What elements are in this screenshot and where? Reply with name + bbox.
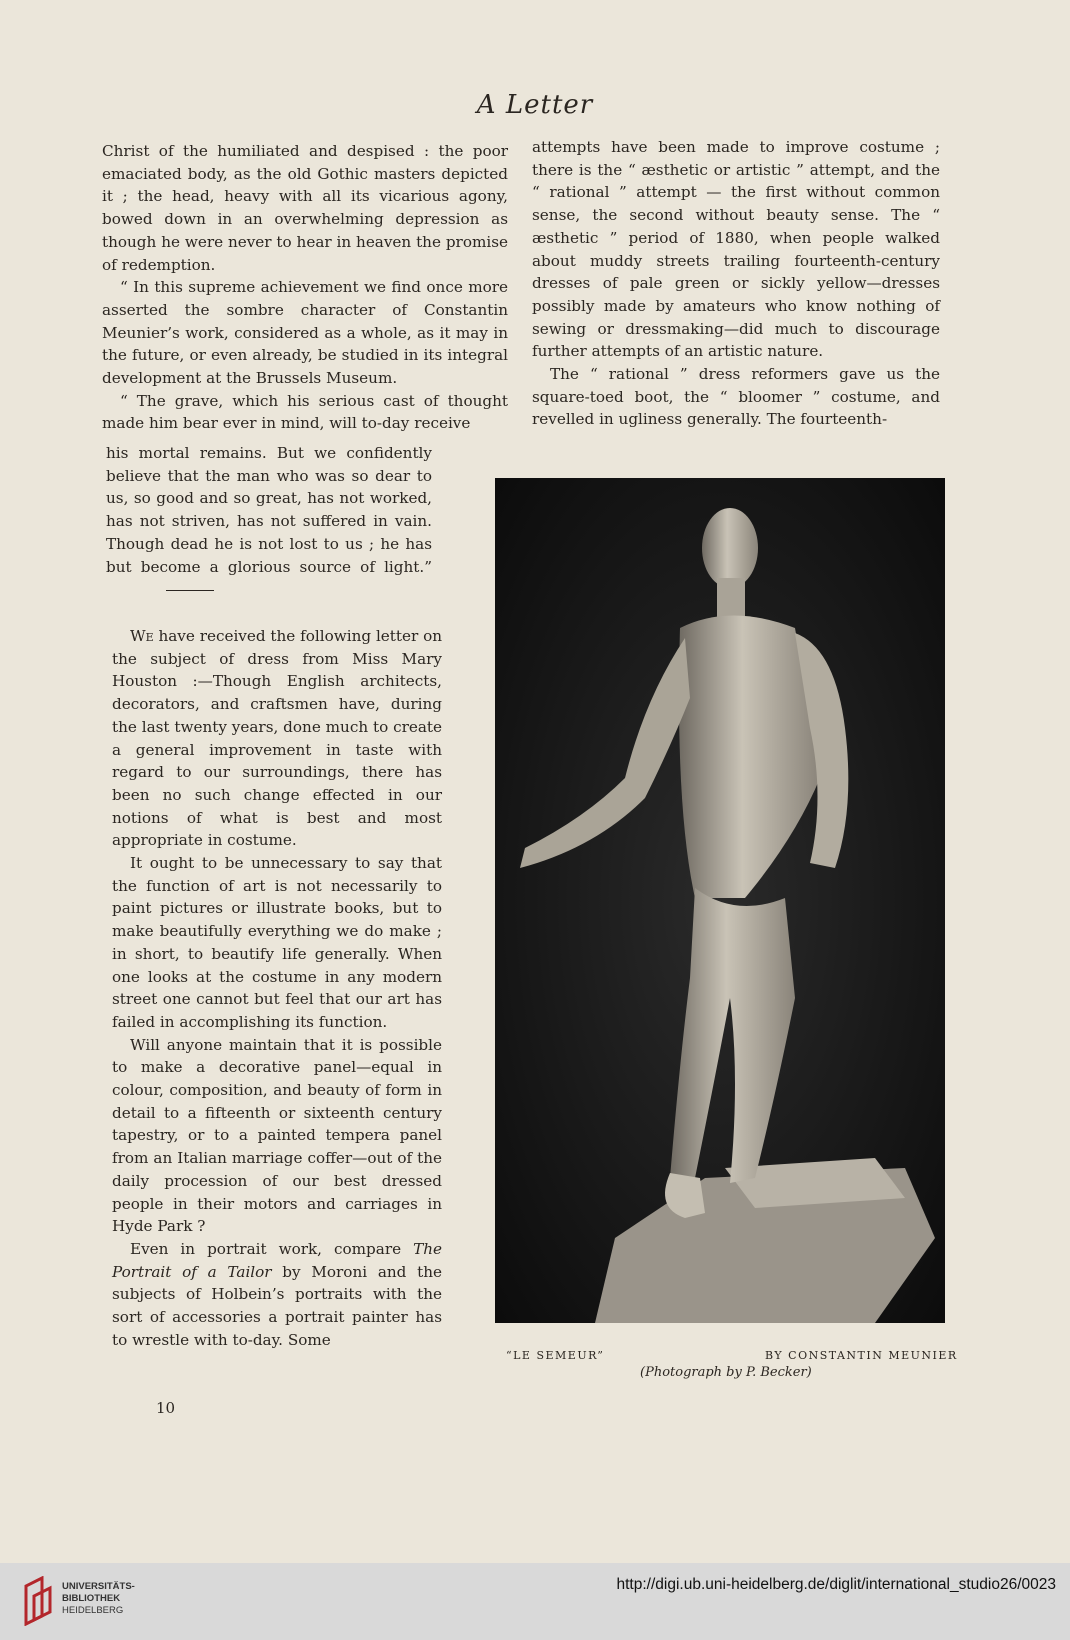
paragraph: attempts have been made to improve costume ; there is the “ æsthetic or artistic ” attempt, and the “ rational ” attempt — the first without common sense, the second without beauty sense. The “ æsthetic ” period of 1880, when people walked about muddy streets trailing fourteenth-century dresses of pale green or sickly yellow—dresses possibly made by amateurs who know nothing of sewing or dressmaking—did much to discourage further attempts of an artistic nature. xyxy=(532,138,940,361)
photo-credit: (Photograph by P. Becker) xyxy=(640,1365,812,1380)
paragraph: “ In this supreme achievement we find once more asserted the sombre character of Constantin Meunier’s work, considered as a whole, as it may in the future, or even already, be studied in its integral development at the Brussels Museum. xyxy=(102,278,508,388)
figure-caption-artist: BY CONSTANTIN MEUNIER xyxy=(765,1349,958,1362)
page-title: A Letter xyxy=(476,90,594,120)
paragraph: The “ rational ” dress reformers gave us the square-toed boot, the “ bloomer ” costume, and revelled in ugliness generally. The fourteenth- xyxy=(532,365,940,429)
paragraph-text: his mortal remains. But we confidently believe that the man who was so dear to us, so good and so great, has not worked, has not striven, has not suffered in vain. Though dead he is not lost to us ; he has but become a glorious source of light.” xyxy=(106,444,432,576)
paragraph: Christ of the humiliated and despised : the poor emaciated body, as the old Gothic masters depicted it ; the head, heavy with all its vicarious agony, bowed down in an overwhelming depression as though he were never to hear in heaven the promise of redemption. xyxy=(102,142,508,274)
paragraph-text: have received the following letter on the subject of dress from Miss Mary Houston :—Though English architects, decorators, and craftsmen have, during the last twenty years, done much to create a general improvement in taste with regard to our surroundings, there has been no such change effected in our notions of what is best and most appropriate in costume. xyxy=(112,627,442,850)
library-name-line: UNIVERSITÄTS- xyxy=(62,1581,135,1592)
paragraph: It ought to be unnecessary to say that the function of art is not necessarily to paint pictures or illustrate books, but to make beautifully everything we do make ; in short, to beautify life generally. When one looks at the costume in any modern street one cannot but feel that our art has failed in accomplishing its function. xyxy=(112,854,442,1031)
left-column-letter xyxy=(112,625,442,1352)
source-url-link[interactable]: http://digi.ub.uni-heidelberg.de/diglit/international_studio26/0023 xyxy=(616,1576,1056,1593)
paragraph-text: Even in portrait work, compare xyxy=(130,1239,414,1258)
sculpture-photograph xyxy=(495,478,945,1323)
library-footer xyxy=(0,1563,1070,1640)
page-number: 10 xyxy=(156,1399,176,1417)
figure-caption-title: “LE SEMEUR” xyxy=(506,1349,605,1362)
library-name-line: HEIDELBERG xyxy=(62,1605,124,1616)
paragraph xyxy=(112,1238,442,1352)
drop-word: We xyxy=(130,627,154,645)
left-column-top xyxy=(102,140,508,435)
library-logo-icon xyxy=(22,1576,62,1626)
paragraph xyxy=(112,625,442,852)
library-name-line: BIBLIOTHEK xyxy=(62,1593,121,1604)
paragraph-text: by Moroni and the subjects of Holbein’s portraits with the sort of accessories a portrait painter has to wrestle with to-day. Some xyxy=(112,1262,443,1349)
library-name xyxy=(62,1581,135,1617)
sculpture-illustration xyxy=(495,478,945,1323)
paragraph xyxy=(106,442,432,601)
paragraph: Will anyone maintain that it is possible to make a decorative panel—equal in colour, composition, and beauty of form in detail to a fifteenth or sixteenth century tapestry, or to a painted tempera panel from an Italian marriage coffer—out of the daily procession of our best dressed people in their motors and carriages in Hyde Park ? xyxy=(112,1035,442,1236)
paragraph: “ The grave, which his serious cast of thought made him bear ever in mind, will to-day receive xyxy=(102,391,508,433)
right-column-top xyxy=(532,136,940,431)
left-column-middle xyxy=(106,442,432,601)
section-divider xyxy=(166,590,214,591)
artwork-title: The Portrait of a Tailor xyxy=(112,1239,442,1281)
